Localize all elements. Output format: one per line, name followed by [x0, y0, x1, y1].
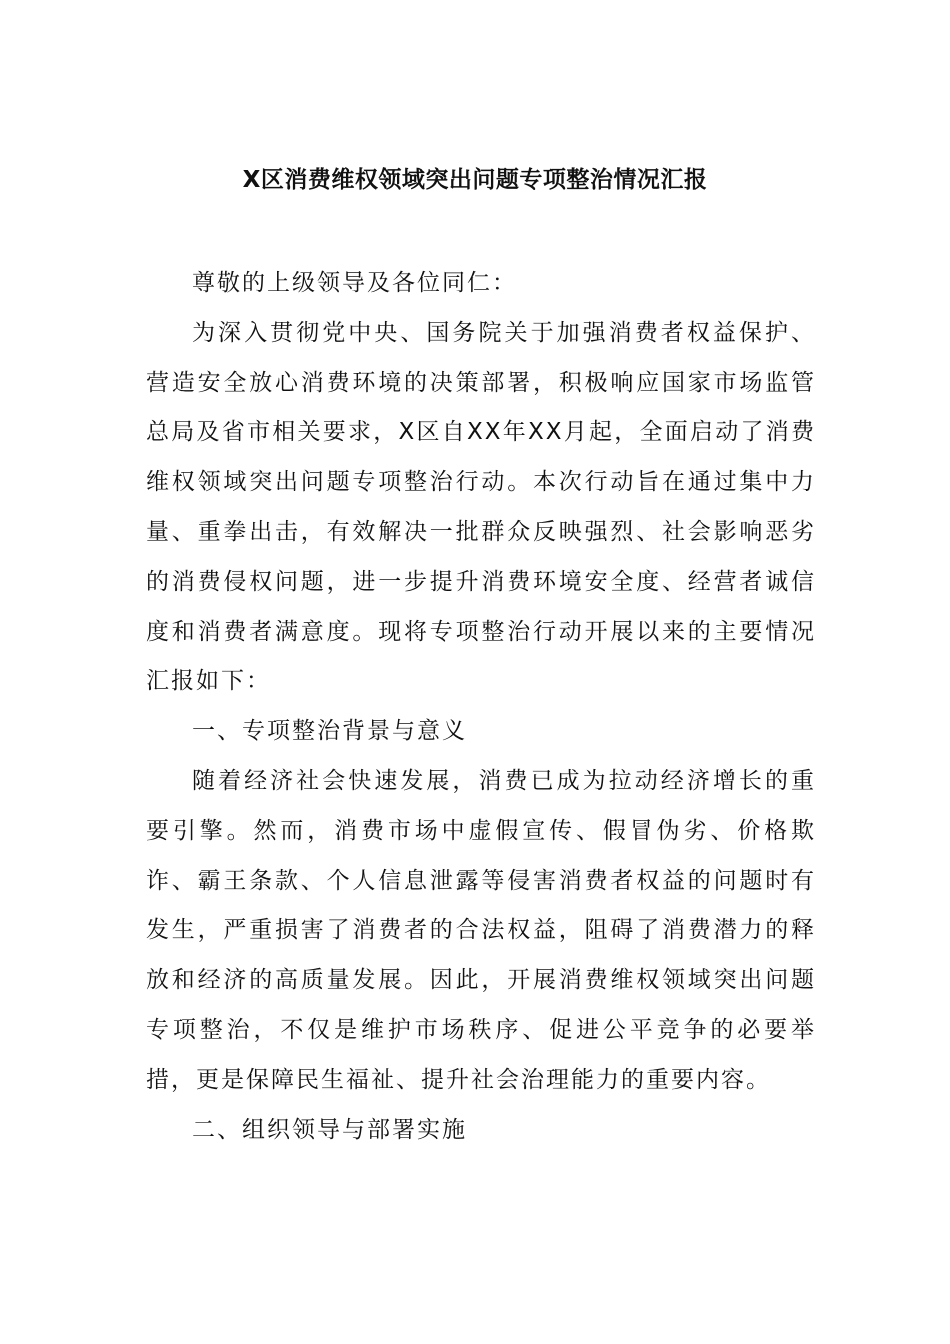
- intro-paragraph: 为深入贯彻党中央、国务院关于加强消费者权益保护、营造安全放心消费环境的决策部署，积极响应国家市场监管总局及省市相关要求，X区自XX年XX月起，全面启动了消费维权领域突出问题专项整治行动。本次行动旨在通过集中力量、重拳出击，有效解决一批群众反映强烈、社会影响恶劣的消费侵权问题，进一步提升消费环境安全度、经营者诚信度和消费者满意度。现将专项整治行动开展以来的主要情况汇报如下：: [146, 319, 816, 695]
- section-heading-1: 一、专项整治背景与意义: [192, 718, 467, 745]
- document-body: [146, 259, 816, 1155]
- salutation: 尊敬的上级领导及各位同仁：: [192, 270, 517, 296]
- section-1-paragraph: 随着经济社会快速发展，消费已成为拉动经济增长的重要引擎。然而，消费市场中虚假宣传、假冒伪劣、价格欺诈、霸王条款、个人信息泄露等侵害消费者权益的问题时有发生，严重损害了消费者的合法权益，阻碍了消费潜力的释放和经济的高质量发展。因此，开展消费维权领域突出问题专项整治，不仅是维护市场秩序、促进公平竞争的必要举措，更是保障民生福祉、提升社会治理能力的重要内容。: [146, 767, 816, 1093]
- document-title: X区消费维权领域突出问题专项整治情况汇报: [242, 167, 708, 193]
- section-heading-2: 二、组织领导与部署实施: [192, 1116, 467, 1143]
